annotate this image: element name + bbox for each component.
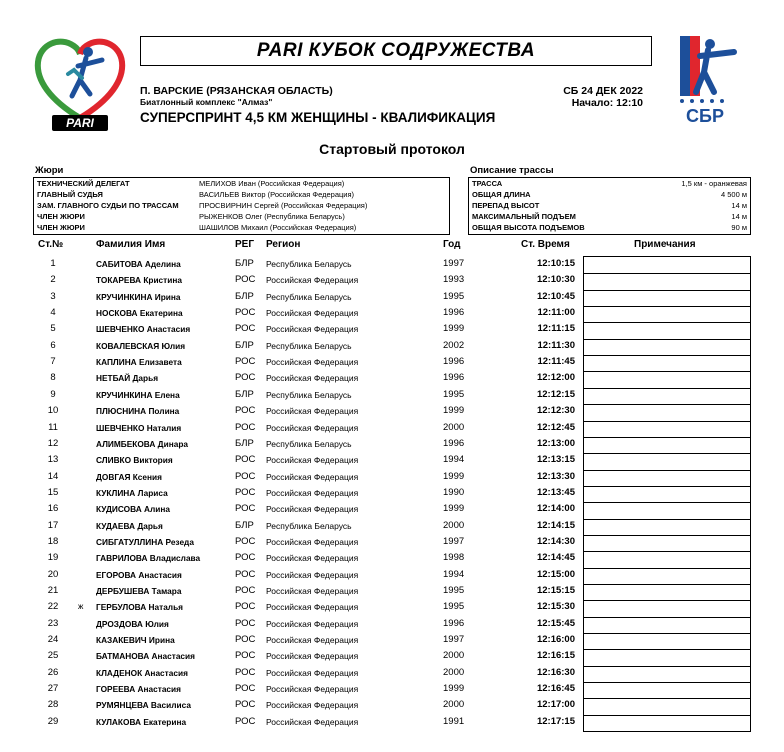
athlete-region: Российская Федерация <box>266 700 359 711</box>
athlete-name: БАТМАНОВА Анастасия <box>96 651 195 662</box>
table-row <box>0 469 784 485</box>
athlete-name: ТОКАРЕВА Кристина <box>96 275 182 286</box>
table-row <box>0 518 784 534</box>
athlete-start-time: 12:15:00 <box>536 568 575 580</box>
athlete-start-time: 12:16:45 <box>536 683 575 695</box>
athlete-nat: БЛР <box>235 339 254 351</box>
sbr-logo-text: СБР <box>686 106 724 126</box>
table-row <box>0 550 784 566</box>
course-label: Описание трассы <box>470 165 554 176</box>
athlete-nat: РОС <box>235 323 256 335</box>
athlete-region: Российская Федерация <box>266 275 359 286</box>
athlete-nat: РОС <box>235 650 256 662</box>
start-number: 20 <box>47 568 59 580</box>
athlete-year: 1999 <box>443 405 465 417</box>
athlete-start-time: 12:17:00 <box>536 699 575 711</box>
athlete-start-time: 12:13:00 <box>536 437 575 449</box>
table-row <box>0 305 784 321</box>
athlete-name: НОСКОВА Екатерина <box>96 308 183 319</box>
athlete-nat: БЛР <box>235 290 254 302</box>
athlete-year: 1995 <box>443 585 465 596</box>
athlete-year: 1997 <box>443 535 465 547</box>
col-header-year: Год <box>443 239 461 250</box>
athlete-region: Российская Федерация <box>266 635 359 646</box>
athlete-start-time: 12:11:00 <box>537 307 575 319</box>
athlete-nat: РОС <box>235 421 256 433</box>
athlete-start-time: 12:16:00 <box>536 634 575 646</box>
athlete-region: Российская Федерация <box>266 569 359 580</box>
athlete-nat: РОС <box>235 683 256 695</box>
col-header-num: Ст.№ <box>38 239 64 250</box>
athlete-start-time: 12:12:30 <box>536 405 575 417</box>
start-number: 19 <box>47 552 59 564</box>
table-row <box>0 567 784 583</box>
athlete-start-time: 12:13:30 <box>536 470 575 482</box>
table-row <box>0 403 784 419</box>
athlete-name: ГОРЕЕВА Анастасия <box>96 684 181 695</box>
athlete-nat: РОС <box>235 601 256 613</box>
athlete-nat: РОС <box>235 617 256 629</box>
biathlete-shooter-icon <box>670 32 740 104</box>
athlete-nat: БЛР <box>235 519 254 531</box>
table-row <box>0 599 784 615</box>
athlete-region: Республика Беларусь <box>266 389 352 400</box>
pari-logo: PARI <box>52 115 108 131</box>
athlete-year: 1999 <box>443 470 465 482</box>
athlete-name: КРУЧИНКИНА Елена <box>96 389 180 400</box>
start-number: 8 <box>50 372 56 384</box>
athlete-start-time: 12:12:00 <box>536 372 575 384</box>
start-number: 25 <box>47 650 59 662</box>
athlete-name: КАПЛИНА Елизавета <box>96 357 182 368</box>
athlete-nat: РОС <box>235 715 256 727</box>
athlete-name: ГАВРИЛОВА Владислава <box>96 553 201 564</box>
athlete-year: 1999 <box>443 683 465 695</box>
venue-complex: Биатлонный комплекс "Алмаз" <box>140 97 273 107</box>
start-number: 22 <box>47 601 59 613</box>
table-row <box>0 697 784 713</box>
athlete-region: Российская Федерация <box>266 308 359 319</box>
athlete-nat: РОС <box>235 585 256 596</box>
athlete-nat: БЛР <box>235 388 254 400</box>
jury-row: ЗАМ. ГЛАВНОГО СУДЬИ ПО ТРАССАМ ПРОСВИРНИН Сергей (Российская Федерация) <box>37 201 368 210</box>
start-time: Начало: 12:10 <box>571 97 643 109</box>
start-number: 11 <box>48 421 58 433</box>
athlete-name: ШЕВЧЕНКО Наталия <box>96 422 182 433</box>
athlete-region: Российская Федерация <box>266 716 359 727</box>
athlete-name: ШЕВЧЕНКО Анастасия <box>96 324 191 335</box>
athlete-region: Российская Федерация <box>266 684 359 695</box>
athlete-year: 1997 <box>443 258 465 269</box>
table-row <box>0 256 784 272</box>
athlete-year: 1995 <box>443 388 465 400</box>
table-row <box>0 272 784 288</box>
athlete-region: Российская Федерация <box>266 504 359 515</box>
athlete-start-time: 12:14:45 <box>536 552 575 564</box>
athlete-region: Российская Федерация <box>266 586 359 596</box>
athlete-name: КУЛАКОВА Екатерина <box>96 716 187 727</box>
athlete-start-time: 12:13:15 <box>536 454 575 466</box>
jury-row: ГЛАВНЫЙ СУДЬЯ ВАСИЛЬЕВ Виктор (Российская Федерация) <box>37 190 355 199</box>
athlete-region: Республика Беларусь <box>266 520 352 531</box>
athlete-start-time: 12:12:45 <box>536 421 575 433</box>
event-date: СБ 24 ДЕК 2022 <box>563 85 643 97</box>
start-number: 23 <box>47 617 59 629</box>
table-row <box>0 436 784 452</box>
table-row <box>0 452 784 468</box>
event-title: СУПЕРСПРИНТ 4,5 КМ ЖЕНЩИНЫ - КВАЛИФИКАЦИЯ <box>140 110 496 125</box>
athlete-start-time: 12:13:45 <box>536 486 575 498</box>
athlete-name: РУМЯНЦЕВА Василиса <box>96 700 191 711</box>
athlete-name: КОВАЛЕВСКАЯ Юлия <box>96 340 186 351</box>
athlete-name: СИБГАТУЛЛИНА Резеда <box>96 536 194 547</box>
table-row <box>0 420 784 436</box>
athlete-year: 1990 <box>443 486 465 498</box>
course-row: ОБЩАЯ ВЫСОТА ПОДЪЕМОВ 90 м <box>472 223 747 232</box>
start-number: 24 <box>47 634 59 646</box>
start-number: 16 <box>47 503 59 515</box>
athlete-name: АЛИМБЕКОВА Динара <box>96 438 188 449</box>
athlete-region: Российская Федерация <box>266 602 359 613</box>
athlete-nat: БЛР <box>235 437 254 449</box>
athlete-region: Республика Беларусь <box>266 340 352 351</box>
jury-label: Жюри <box>35 165 64 176</box>
start-number: 7 <box>50 356 56 368</box>
athlete-name: ДРОЗДОВА Юлия <box>96 618 169 629</box>
athlete-year: 1994 <box>443 568 465 580</box>
start-number: 4 <box>50 307 56 319</box>
athlete-nat: РОС <box>235 307 256 319</box>
athlete-name: ГЕРБУЛОВА Наталья <box>96 602 184 613</box>
venue: П. ВАРСКИЕ (РЯЗАНСКАЯ ОБЛАСТЬ) <box>140 85 333 97</box>
athlete-year: 1999 <box>443 503 465 515</box>
athlete-region: Российская Федерация <box>266 536 359 547</box>
athlete-year: 2000 <box>443 699 465 711</box>
athlete-nat: РОС <box>235 552 256 564</box>
jury-row: ЧЛЕН ЖЮРИ РЫЖЕНКОВ Олег (Республика Беларусь) <box>37 212 345 221</box>
athlete-nat: РОС <box>235 470 256 482</box>
athlete-nat: РОС <box>235 535 256 547</box>
athlete-mark: ж <box>78 602 84 612</box>
start-number: 2 <box>50 274 56 286</box>
athlete-nat: РОС <box>235 699 256 711</box>
athlete-name: КАЗАКЕВИЧ Ирина <box>96 635 175 646</box>
start-number: 15 <box>47 486 59 498</box>
athlete-region: Российская Федерация <box>266 471 359 482</box>
athlete-region: Российская Федерация <box>266 455 359 466</box>
athlete-region: Республика Беларусь <box>266 291 352 302</box>
athlete-start-time: 12:15:30 <box>536 601 575 613</box>
athlete-year: 2000 <box>443 650 465 662</box>
athlete-year: 1996 <box>443 437 465 449</box>
athlete-start-time: 12:15:45 <box>536 617 575 629</box>
athlete-year: 1997 <box>443 634 465 646</box>
cup-logo <box>30 30 130 135</box>
table-row <box>0 616 784 632</box>
athlete-start-time: 12:12:15 <box>536 388 575 400</box>
athlete-year: 2002 <box>443 339 465 351</box>
athlete-name: САБИТОВА Аделина <box>96 259 181 269</box>
jury-row: ТЕХНИЧЕСКИЙ ДЕЛЕГАТ МЕЛИХОВ Иван (Российская Федерация) <box>37 179 345 188</box>
athlete-nat: РОС <box>235 634 256 646</box>
athlete-nat: РОС <box>235 666 256 678</box>
athlete-nat: РОС <box>235 486 256 498</box>
athlete-start-time: 12:17:15 <box>536 715 575 727</box>
athlete-name: КУДИСОВА Алина <box>96 504 170 515</box>
start-number: 10 <box>47 405 59 417</box>
start-number: 29 <box>47 715 59 727</box>
table-row <box>0 485 784 501</box>
athlete-year: 1994 <box>443 454 465 466</box>
athlete-start-time: 12:11:45 <box>537 356 575 368</box>
start-number: 18 <box>47 535 59 547</box>
start-number: 13 <box>47 454 59 466</box>
title-banner <box>140 36 652 66</box>
course-row: ТРАССА 1,5 км - оранжевая <box>472 179 747 188</box>
athlete-region: Российская Федерация <box>266 487 359 498</box>
athlete-start-time: 12:15:15 <box>536 585 575 596</box>
athlete-year: 1993 <box>443 274 465 286</box>
athlete-name: ДЕРБУШЕВА Тамара <box>96 586 182 596</box>
course-row: МАКСИМАЛЬНЫЙ ПОДЪЕМ 14 м <box>472 212 747 221</box>
athlete-start-time: 12:11:30 <box>537 339 575 351</box>
start-number: 12 <box>47 437 59 449</box>
athlete-year: 1991 <box>443 715 465 727</box>
table-row <box>0 370 784 386</box>
start-number: 14 <box>47 470 59 482</box>
athlete-year: 2000 <box>443 519 465 531</box>
table-row <box>0 583 784 599</box>
col-header-region: Регион <box>266 239 301 250</box>
athlete-region: Республика Беларусь <box>266 438 352 449</box>
table-row <box>0 534 784 550</box>
col-header-nat: РЕГ <box>235 239 255 250</box>
athlete-region: Российская Федерация <box>266 406 359 417</box>
course-box <box>468 177 751 235</box>
athlete-nat: РОС <box>235 503 256 515</box>
start-number: 21 <box>47 585 59 596</box>
athlete-nat: РОС <box>235 372 256 384</box>
athlete-name: СЛИВКО Виктория <box>96 455 173 466</box>
col-header-name: Фамилия Имя <box>96 239 166 250</box>
athlete-year: 1998 <box>443 552 465 564</box>
athlete-year: 1996 <box>443 307 465 319</box>
athlete-year: 1996 <box>443 617 465 629</box>
table-row <box>0 665 784 681</box>
athlete-start-time: 12:10:15 <box>536 258 575 269</box>
athlete-name: КУДАЕВА Дарья <box>96 520 163 531</box>
athlete-year: 1996 <box>443 372 465 384</box>
start-number: 3 <box>50 290 56 302</box>
document-title: Стартовый протокол <box>319 141 465 157</box>
athlete-start-time: 12:14:15 <box>536 519 575 531</box>
athlete-region: Российская Федерация <box>266 651 359 662</box>
jury-row: ЧЛЕН ЖЮРИ ШАШИЛОВ Михаил (Российская Федерация) <box>37 223 357 232</box>
start-number: 28 <box>47 699 59 711</box>
athlete-year: 2000 <box>443 666 465 678</box>
athlete-nat: РОС <box>235 356 256 368</box>
athlete-name: КЛАДЕНОК Анастасия <box>96 667 188 678</box>
athlete-year: 1995 <box>443 290 465 302</box>
athlete-name: НЕТБАЙ Дарья <box>96 373 159 384</box>
jury-box <box>33 177 450 235</box>
athlete-name: ПЛЮСНИНА Полина <box>96 406 180 417</box>
athlete-year: 1996 <box>443 356 465 368</box>
competition-title: PARI КУБОК СОДРУЖЕСТВА <box>256 40 536 61</box>
athlete-name: ДОВГАЯ Ксения <box>96 471 162 482</box>
athlete-nat: РОС <box>235 405 256 417</box>
athlete-nat: РОС <box>235 568 256 580</box>
athlete-nat: РОС <box>235 454 256 466</box>
start-number: 26 <box>47 666 59 678</box>
table-row <box>0 681 784 697</box>
table-row <box>0 648 784 664</box>
athlete-name: ЕГОРОВА Анастасия <box>96 569 182 580</box>
start-number: 5 <box>50 323 56 335</box>
sbr-logo <box>670 32 740 132</box>
athlete-region: Российская Федерация <box>266 324 359 335</box>
athlete-start-time: 12:16:15 <box>536 650 575 662</box>
athlete-region: Российская Федерация <box>266 553 359 564</box>
athlete-start-time: 12:14:00 <box>536 503 575 515</box>
start-number: 27 <box>47 683 59 695</box>
start-number: 9 <box>50 388 56 400</box>
athlete-start-time: 12:14:30 <box>536 535 575 547</box>
athlete-year: 1995 <box>443 601 465 613</box>
athlete-start-time: 12:10:45 <box>536 290 575 302</box>
athlete-start-time: 12:10:30 <box>536 274 575 286</box>
table-row <box>0 714 784 730</box>
start-number: 6 <box>50 339 56 351</box>
athlete-region: Республика Беларусь <box>266 259 352 269</box>
table-row <box>0 354 784 370</box>
athlete-year: 2000 <box>443 421 465 433</box>
athlete-region: Российская Федерация <box>266 422 359 433</box>
col-header-time: Ст. Время <box>521 239 570 250</box>
col-header-notes: Примечания <box>634 239 696 250</box>
athlete-region: Российская Федерация <box>266 618 359 629</box>
athlete-name: КРУЧИНКИНА Ирина <box>96 291 181 302</box>
table-row <box>0 289 784 305</box>
athlete-name: КУКЛИНА Лариса <box>96 487 168 498</box>
athlete-year: 1999 <box>443 323 465 335</box>
athlete-start-time: 12:11:15 <box>537 323 575 335</box>
table-row <box>0 387 784 403</box>
table-row <box>0 338 784 354</box>
table-row <box>0 501 784 517</box>
table-row <box>0 632 784 648</box>
course-row: ОБЩАЯ ДЛИНА 4 500 м <box>472 190 747 199</box>
start-number: 17 <box>47 519 59 531</box>
table-row <box>0 321 784 337</box>
athlete-start-time: 12:16:30 <box>536 666 575 678</box>
athlete-region: Российская Федерация <box>266 667 359 678</box>
course-row: ПЕРЕПАД ВЫСОТ 14 м <box>472 201 747 210</box>
athlete-nat: РОС <box>235 274 256 286</box>
athlete-region: Российская Федерация <box>266 357 359 368</box>
athlete-region: Российская Федерация <box>266 373 359 384</box>
athlete-nat: БЛР <box>235 258 254 269</box>
start-number: 1 <box>50 258 56 269</box>
